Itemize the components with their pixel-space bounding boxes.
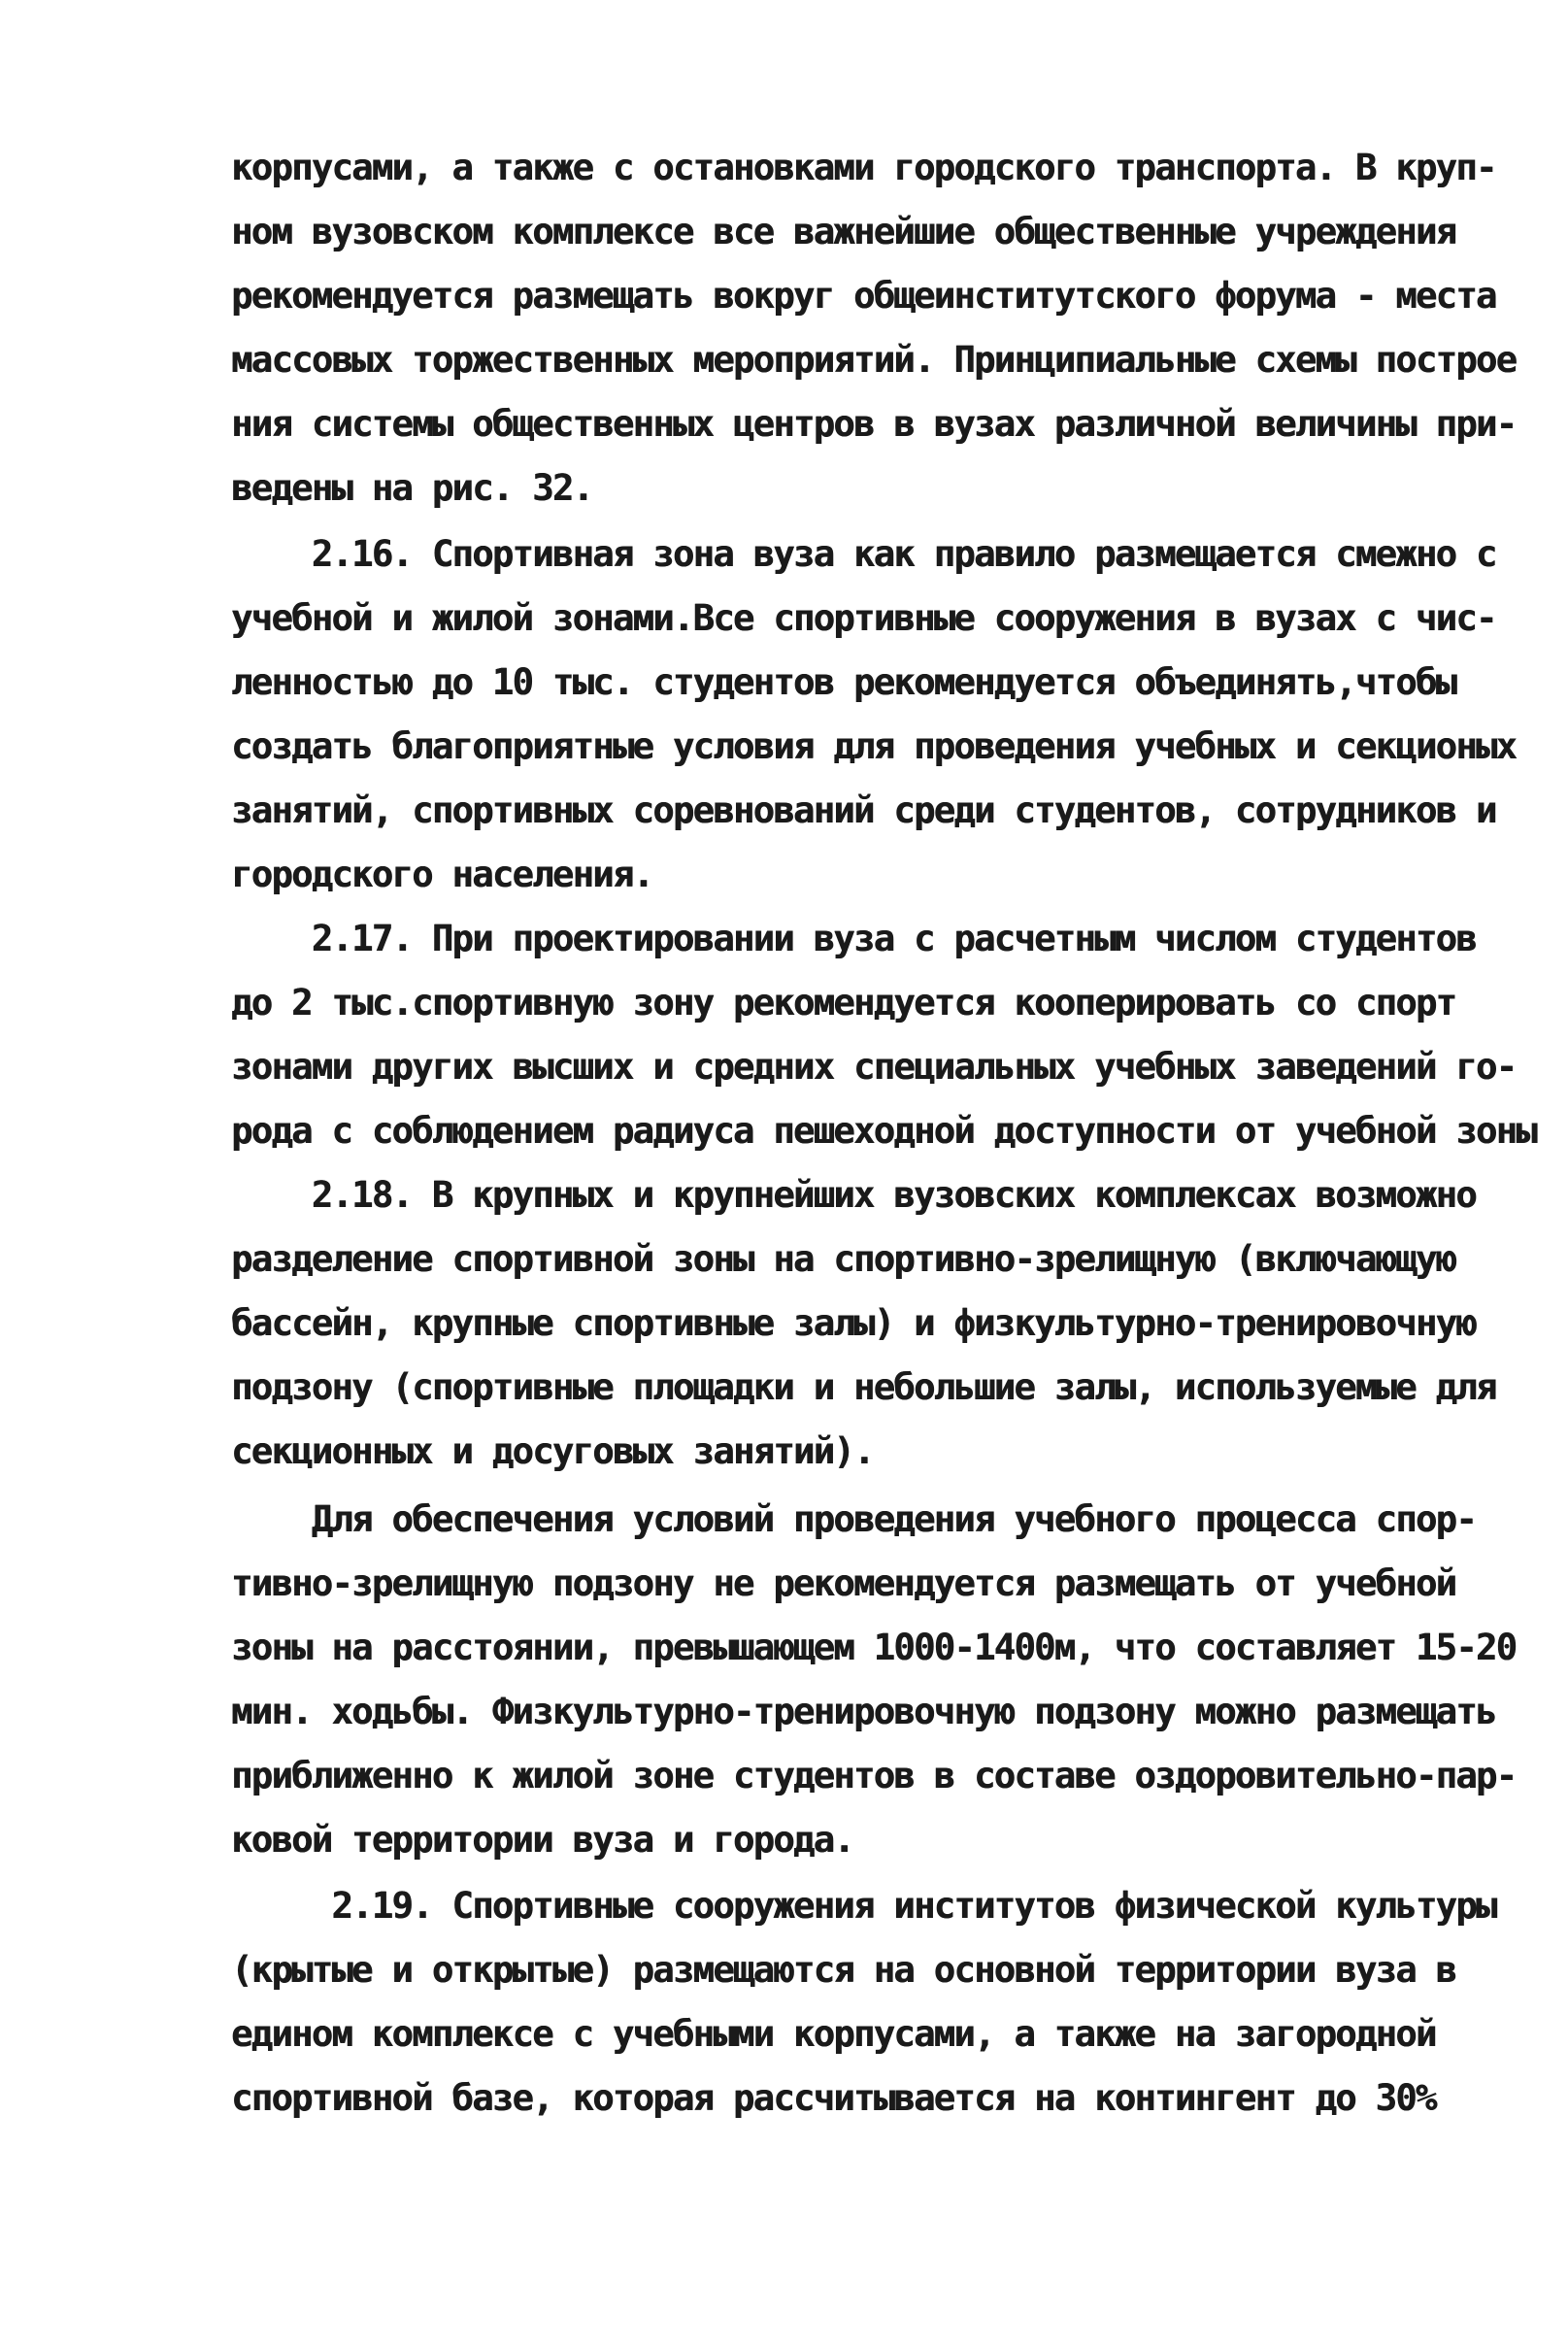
text-line: 2.18. В крупных и крупнейших вузовских комплексах возможно <box>231 1174 1476 1216</box>
text-line: учебной и жилой зонами.Все спортивные сооружения в вузах с чис- <box>231 597 1496 639</box>
text-line: подзону (спортивные площадки и небольшие залы, используемые для <box>231 1366 1496 1408</box>
text-line: Для обеспечения условий проведения учебного процесса спор- <box>231 1498 1476 1540</box>
text-line: рода с соблюдением радиуса пешеходной доступности от учебной зоны <box>231 1110 1536 1152</box>
text-line: городского населения. <box>231 854 653 895</box>
text-line: ведены на рис. 32. <box>231 467 593 509</box>
text-line: занятий, спортивных соревнований среди студентов, сотрудников и <box>231 789 1496 831</box>
text-line: спортивной базе, которая рассчитывается на контингент до 30% <box>231 2077 1436 2119</box>
text-line: до 2 тыс.спортивную зону рекомендуется кооперировать со спорт <box>231 982 1456 1024</box>
text-line: ном вузовском комплексе все важнейшие общественные учреждения <box>231 211 1456 252</box>
text-line: корпусами, а также с остановками городского транспорта. В круп- <box>231 147 1496 188</box>
text-line: зонами других высших и средних специальных учебных заведений го- <box>231 1046 1517 1088</box>
text-line: ния системы общественных центров в вузах различной величины при- <box>231 403 1517 445</box>
text-line: ленностью до 10 тыс. студентов рекомендуется объединять,чтобы <box>231 661 1456 703</box>
text-line: 2.17. При проектировании вуза с расчетным числом студентов <box>231 918 1476 959</box>
text-line: (крытые и открытые) размещаются на основной территории вуза в <box>231 1949 1456 1991</box>
text-line: секционных и досуговых занятий). <box>231 1430 874 1472</box>
text-line: 2.16. Спортивная зона вуза как правило размещается смежно с <box>231 533 1496 575</box>
text-line: зоны на расстоянии, превышающем 1000-1400м, что составляет 15-20 <box>231 1627 1517 1668</box>
text-line: 2.19. Спортивные сооружения институтов физической культуры <box>231 1885 1496 1927</box>
text-line: массовых торжественных мероприятий. Принципиальные схемы построе <box>231 339 1517 381</box>
text-line: рекомендуется размещать вокруг общеинститутского форума - места <box>231 275 1496 317</box>
text-line: тивно-зрелищную подзону не рекомендуется размещать от учебной <box>231 1562 1456 1604</box>
text-line: разделение спортивной зоны на спортивно-зрелищную (включающую <box>231 1238 1456 1280</box>
text-line: ковой территории вуза и города. <box>231 1819 853 1861</box>
text-line: бассейн, крупные спортивные залы) и физкультурно-тренировочную <box>231 1302 1476 1344</box>
text-line: едином комплексе с учебными корпусами, а также на загородной <box>231 2013 1436 2055</box>
text-line: приближенно к жилой зоне студентов в составе оздоровительно-пар- <box>231 1755 1517 1796</box>
text-line: создать благоприятные условия для проведения учебных и секционых <box>231 725 1517 767</box>
text-line: мин. ходьбы. Физкультурно-тренировочную подзону можно размещать <box>231 1691 1496 1732</box>
